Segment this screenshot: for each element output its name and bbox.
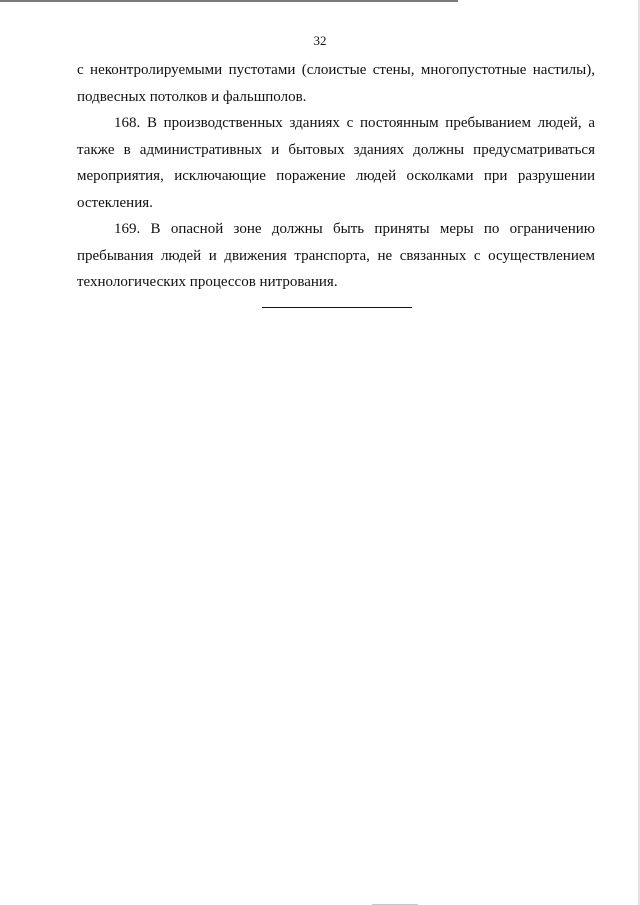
paragraph-169: 169. В опасной зоне должны быть приняты меры по ограничению пребывания людей и движения транспорта, не связанных с осуществлением технологических процессов нитрования. — [77, 221, 595, 290]
page-number: 32 — [313, 33, 327, 48]
paragraph-continuation: с неконтролируемыми пустотами (слоистые стены, многопустотные настилы), подвесных потолков и фальшполов. — [77, 62, 595, 105]
end-separator-line — [262, 307, 412, 308]
scan-edge-top — [0, 0, 458, 2]
paragraph-168: 168. В производственных зданиях с постоянным пребыванием людей, а также в административных и бытовых зданиях должны предусматриваться мероприятия, исключающие поражение людей осколками при разрушении остекления. — [77, 115, 595, 211]
document-body — [77, 57, 595, 296]
